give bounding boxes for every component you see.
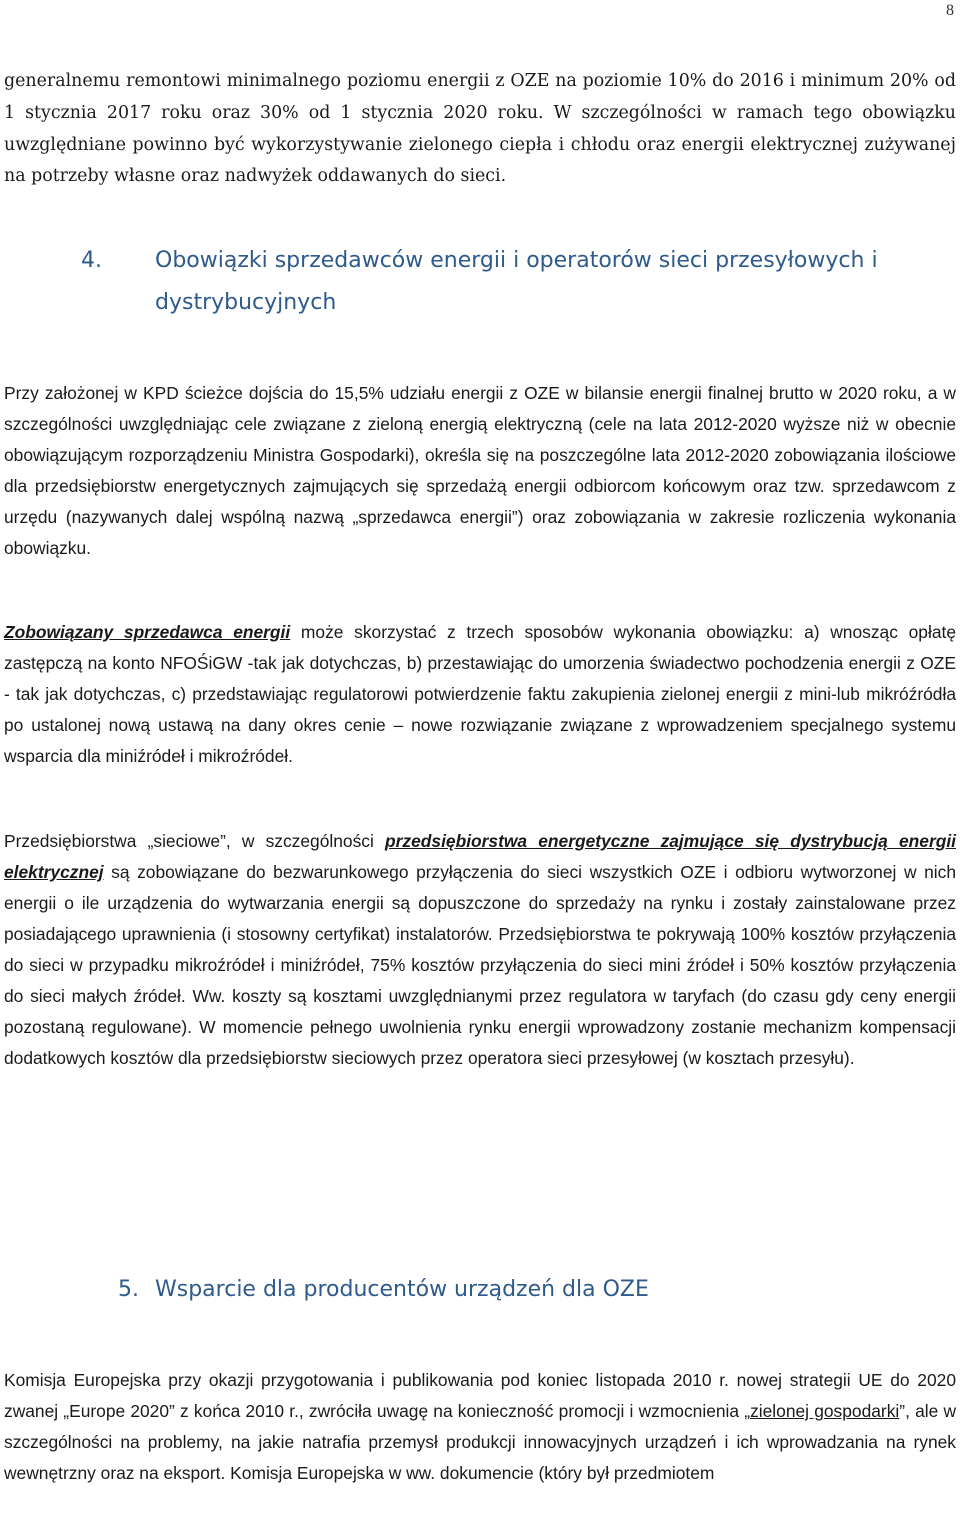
section-title: Wsparcie dla producentów urządzeń dla OZE xyxy=(155,1277,649,1302)
paragraph-network-companies xyxy=(4,826,956,1074)
paragraph-body: są zobowiązane do bezwarunkowego przyłączenia do sieci wszystkich OZE i odbioru wytworzonej w nich energii o ile urządzenia do wytwarzania energii są dopuszczone do sprzedaży na rynku i zostały zainstalowane przez posiadającego uprawnienia (i stosowny certyfikat) instalatorów. Przedsiębiorstwa te pokrywają 100% kosztów przyłączenia do sieci w przypadku mikroźródeł i miniźródeł, 75% kosztów przyłączenia do sieci mini źródeł i 50% kosztów przyłączenia do sieci małych źródeł. Ww. koszty są kosztami uwzględnianymi przez regulatora w taryfach (do czasu gdy ceny energii pozostaną regulowane). W momencie pełnego uwolnienia rynku energii wprowadzony zostanie mechanizm kompensacji dodatkowych kosztów dla przedsiębiorstw sieciowych przez operatora sieci przesyłowej (w kosztach przesyłu). xyxy=(4,862,956,1068)
paragraph-lead: Przedsiębiorstwa „sieciowe”, w szczególności xyxy=(4,831,386,851)
paragraph-commission xyxy=(4,1365,956,1489)
section-heading-4 xyxy=(81,240,960,324)
paragraph-body: ”, ale w szczególności na problemy, na jakie natrafia przemysł produkcji innowacyjnych urządzeń i ich wprowadzania na rynek wewnętrzny oraz na eksport. Komisja Europejska w ww. dokumencie (który był przedmiotem xyxy=(4,1401,956,1483)
intro-paragraph: generalnemu remontowi minimalnego poziomu energii z OZE na poziomie 10% do 2016 i minimum 20% od 1 stycznia 2017 roku oraz 30% od 1 stycznia 2020 roku. W szczególności w ramach tego obowiązku uwzględniane powinno być wykorzystywanie zielonego ciepła i chłodu oraz energii elektrycznej zużywanej na potrzeby własne oraz nadwyżek oddawanych do sieci. xyxy=(4,71,956,187)
section-title: Obowiązki sprzedawców energii i operatorów sieci przesyłowych i dystrybucyjnych xyxy=(155,248,878,315)
paragraph-lead: Komisja Europejska przy okazji przygotowania i publikowania pod koniec listopada 2010 r. nowej strategii UE do 2020 zwanej „Europe 2020” z końca 2010 r., zwróciła uwagę na konieczność promocji i wzmocnienia „ xyxy=(4,1370,956,1421)
paragraph-obligations: Przy założonej w KPD ścieżce dojścia do 15,5% udziału energii z OZE w bilansie energii finalnej brutto w 2020 roku, a w szczególności uwzględniając cele związane z zieloną energią elektryczną (cele na lata 2012-2020 wyższe niż w obecnie obowiązującym rozporządzeniu Ministra Gospodarki), określa się na poszczególne lata 2012-2020 zobowiązania ilościowe dla przedsiębiorstw energetycznych zajmujących się sprzedażą energii odbiorcom końcowym oraz tzw. sprzedawcom z urzędu (nazywanych dalej wspólną nazwą „sprzedawca energii”) oraz zobowiązania w zakresie rozliczenia wykonania obowiązku. xyxy=(4,383,956,558)
emphasis-distribution: przedsiębiorstwa energetyczne zajmujące się dystrybucją energii elektrycznej xyxy=(4,831,957,882)
section-heading-5 xyxy=(118,1269,948,1311)
paragraph-seller-options xyxy=(4,617,956,772)
emphasis-seller: Zobowiązany sprzedawca energii xyxy=(4,622,291,642)
paragraph-body: może skorzystać z trzech sposobów wykonania obowiązku: a) wnosząc opłatę zastępczą na konto NFOŚiGW -tak jak dotychczas, b) przestawiając do umorzenia świadectwo pochodzenia energii z OZE - tak jak dotychczas, c) przedstawiając regulatorowi potwierdzenie faktu zakupienia zielonej energii z mini-lub mikróźródła po ustalonej nową ustawą na dany okres cenie – nowe rozwiązanie związane z wprowadzeniem specjalnego systemu wsparcia dla miniźródeł i mikroźródeł. xyxy=(4,622,956,766)
section-number: 4. xyxy=(81,248,102,273)
page-number: 8 xyxy=(946,2,954,19)
section-number: 5. xyxy=(118,1277,139,1302)
green-economy-link[interactable]: zielonej gospodarki xyxy=(750,1401,900,1421)
